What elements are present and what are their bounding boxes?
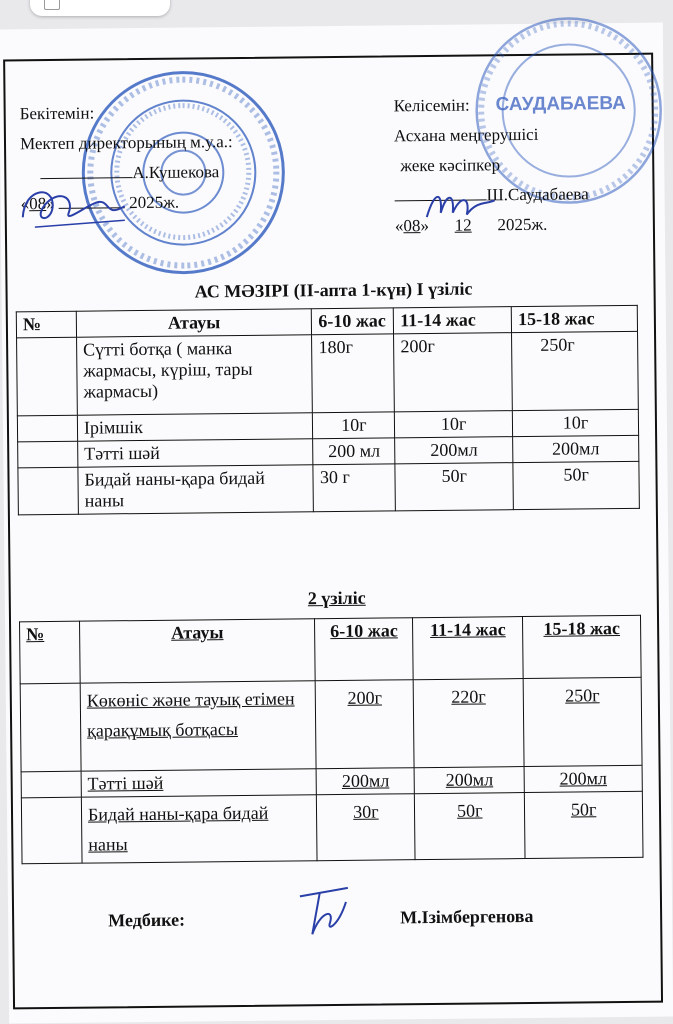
approver-name: А.Кушекова [132,162,220,183]
approval-year: 2025ж. [129,192,180,213]
portion-6-10: 10г [313,412,395,439]
portion-15-18: 250г [523,677,642,766]
dish-name: Бидай наны-қара бидай наны [81,795,317,863]
table-row [20,677,642,771]
row-number [18,441,78,468]
col-name: Атауы [76,309,312,337]
row-number [20,683,81,772]
approval-label: Бекітемін: [19,103,95,124]
menu-title: АС МӘЗІРІ (ІІ-апта 1-күн) І үзіліс [194,278,473,302]
break-2-title: 2 үзіліс [307,587,366,609]
agreer-name: Ш.Саудабаева [486,184,589,205]
top-tab[interactable] [30,0,170,16]
nurse-label: Медбике: [108,909,186,931]
table-row [21,791,643,863]
portion-6-10: 180г [312,334,395,413]
row-number [17,415,77,442]
row-number [21,797,82,864]
portion-11-14: 220г [413,679,524,768]
menu-table-break-1 [16,305,640,516]
col-age-11-14: 11-14 жас [394,307,512,334]
portion-11-14: 200г [394,333,513,412]
agreement-block: Келісемін: Асхана меңгерушісі жеке кәсіпкер Ш.Саудабаева «08» 12 2025ж. [393,89,589,241]
portion-11-14: 50г [395,463,513,511]
row-number [18,467,78,515]
agreement-label: Келісемін: [393,95,470,116]
col-age-6-10: 6-10 жас [312,308,394,335]
agreer-role: жеке кәсіпкер [400,155,501,176]
dish-name: Тәтті шәй [78,439,314,467]
portion-11-14: 50г [415,793,526,860]
dish-name: Сүтті ботқа ( манка жармасы, күріш, тары жармасы) [76,335,312,415]
portion-6-10: 200г [316,680,415,769]
portion-15-18: 50г [524,791,643,858]
dish-name: Көкөніс және тауық етімен қарақұмық ботқасы [80,681,316,771]
col-age-15-18: 15-18 жас [523,615,641,678]
portion-15-18: 10г [512,409,638,436]
nurse-signature [290,882,361,943]
portion-15-18: 50г [513,461,639,509]
caterer-signature [420,182,501,233]
director-signature [14,176,145,237]
col-age-15-18: 15-18 жас [511,305,637,332]
portion-6-10: 30 г [313,464,395,512]
approver-title: Мектеп директорының м.у.а.: [19,132,233,154]
col-age-6-10: 6-10 жас [315,618,414,681]
agreer-title: Асхана меңгерушісі [393,124,539,146]
table-row [18,461,639,515]
stamp-name-text: САУДАБАЕВА [495,92,626,116]
row-number [17,337,78,416]
col-number: № [16,311,76,338]
approval-block: Бекітемін: Мектеп директорының м.у.а.: А.Кушекова «08» 2025ж. [20,97,234,219]
tab-icon [44,0,60,10]
portion-6-10: 30г [317,794,416,861]
table-row [17,331,639,415]
col-age-11-14: 11-14 жас [413,617,523,680]
agreement-year: 2025ж. [497,214,548,235]
nurse-name: М.Ізімбергенова [400,905,534,928]
table-header-row [20,615,642,683]
portion-6-10: 200мл [317,768,415,795]
dish-name: Ірімшік [77,413,313,441]
col-name: Атауы [79,619,315,683]
portion-15-18: 250г [512,331,639,410]
dish-name: Бидай наны-қара бидай наны [78,465,314,514]
portion-15-18: 200мл [524,765,642,792]
menu-table-break-2 [19,615,644,865]
portion-6-10: 200 мл [313,438,395,465]
dish-name: Тәтті шәй [81,769,317,797]
portion-11-14: 200мл [395,437,513,464]
row-number [21,771,81,798]
portion-15-18: 200мл [513,435,639,462]
portion-11-14: 10г [395,411,513,438]
col-number: № [20,621,81,684]
document-page [0,23,673,1024]
portion-11-14: 200мл [414,767,524,794]
approval-day: 08 [29,194,47,214]
agreement-month: 12 [454,215,472,235]
agreement-day: 08 [403,216,421,236]
